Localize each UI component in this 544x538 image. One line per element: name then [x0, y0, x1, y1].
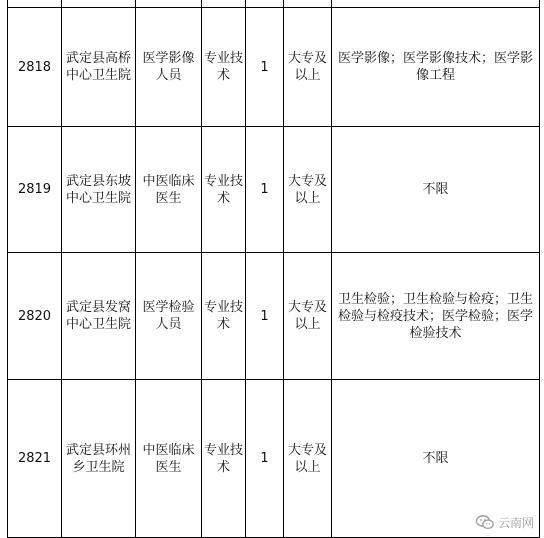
cell-no: 2820 [8, 253, 62, 380]
cell-major: 不限 [332, 380, 540, 538]
recruitment-table [7, 0, 540, 538]
cell-no: 2818 [8, 8, 62, 127]
table-row [8, 253, 540, 380]
watermark [476, 514, 534, 531]
table-row [8, 127, 540, 253]
cell-major: 不限 [332, 127, 540, 253]
cell-category: 专业技术 [202, 380, 246, 538]
cell-category: 专业技术 [202, 127, 246, 253]
cell-no: 2821 [8, 380, 62, 538]
cell-count: 1 [246, 8, 284, 127]
cell-position: 中医临床医生 [136, 380, 202, 538]
cell-position: 中医临床医生 [136, 127, 202, 253]
cell-position: 医学检验人员 [136, 253, 202, 380]
cell-category: 专业技术 [202, 253, 246, 380]
cell-count: 1 [246, 380, 284, 538]
watermark-text: 云南网 [497, 516, 534, 530]
cell-count: 1 [246, 253, 284, 380]
cell-position: 医学影像人员 [136, 8, 202, 127]
table-row-header-stub [8, 0, 540, 8]
table-row [8, 380, 540, 538]
cell-count: 1 [246, 127, 284, 253]
cell-education: 大专及以上 [284, 380, 332, 538]
cell-education: 大专及以上 [284, 253, 332, 380]
cell-no: 2819 [8, 127, 62, 253]
cell-major: 医学影像；医学影像技术；医学影像工程 [332, 8, 540, 127]
cell-unit: 武定县高桥中心卫生院 [62, 8, 136, 127]
cell-category: 专业技术 [202, 8, 246, 127]
table-row [8, 8, 540, 127]
cell-education: 大专及以上 [284, 8, 332, 127]
wechat-icon [476, 515, 494, 530]
cell-education: 大专及以上 [284, 127, 332, 253]
cell-unit: 武定县发窝中心卫生院 [62, 253, 136, 380]
cell-major: 卫生检验；卫生检验与检疫；卫生检验与检疫技术；医学检验；医学检验技术 [332, 253, 540, 380]
cell-unit: 武定县东坡中心卫生院 [62, 127, 136, 253]
cell-unit: 武定县环州乡卫生院 [62, 380, 136, 538]
